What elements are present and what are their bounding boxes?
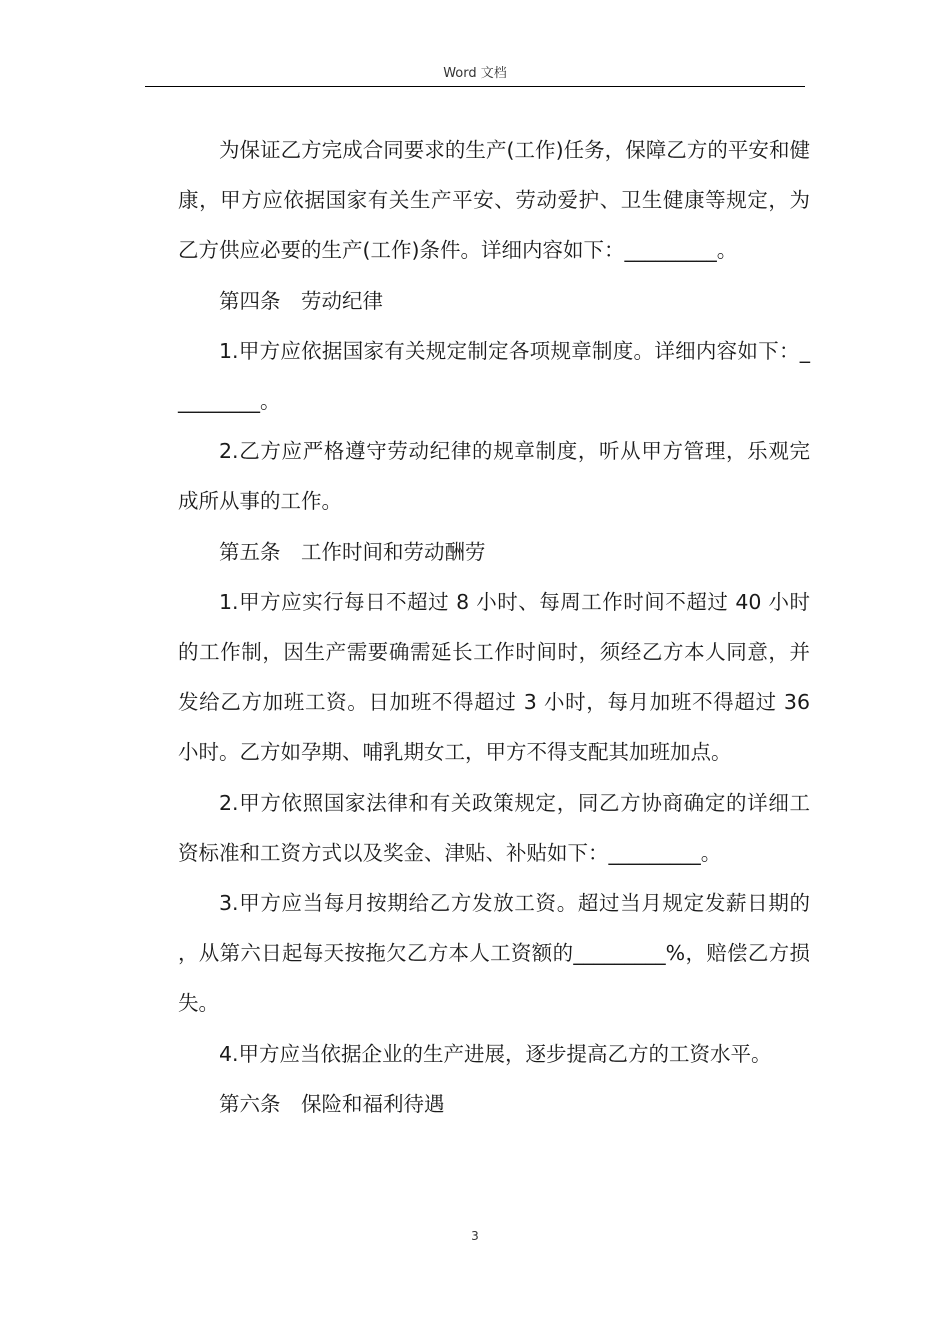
header-divider: [145, 86, 805, 87]
paragraph-wage-increase: 4.甲方应当依据企业的生产进展，逐步提高乙方的工资水平。: [219, 1041, 772, 1066]
document-body: [178, 125, 810, 1129]
paragraph-working-hours: 1.甲方应实行每日不超过 8 小时、每周工作时间不超过 40 小时的工作制，因生产需要确需延长工作时间时，须经乙方本人同意，并发给乙方加班工资。日加班不得超过 3 小时，每月加班不得超过 36 小时。乙方如孕期、哺乳期女工，甲方不得支配其加班加点。: [178, 589, 810, 765]
article-4-heading: 第四条 劳动纪律: [219, 288, 383, 313]
paragraph-rules-regulations: 1.甲方应依据国家有关规定制定各项规章制度。详细内容如下：_________。: [178, 338, 810, 414]
article-6-heading: 第六条 保险和福利待遇: [219, 1091, 445, 1116]
paragraph-wage-standard: 2.甲方依照国家法律和有关政策规定，同乙方协商确定的详细工资标准和工资方式以及奖金、津贴、补贴如下：_________。: [178, 790, 810, 865]
paragraph-wage-payment: 3.甲方应当每月按期给乙方发放工资。超过当月规定发薪日期的，从第六日起每天按拖欠乙方本人工资额的_________%，赔偿乙方损失。: [178, 891, 810, 1016]
page-header: Word 文档: [443, 66, 507, 81]
paragraph-safety-conditions: 为保证乙方完成合同要求的生产(工作)任务，保障乙方的平安和健康，甲方应依据国家有关生产平安、劳动爱护、卫生健康等规定，为乙方供应必要的生产(工作)条件。详细内容如下：_________。: [178, 138, 810, 263]
paragraph-labor-discipline: 2.乙方应严格遵守劳动纪律的规章制度，听从甲方管理，乐观完成所从事的工作。: [178, 439, 810, 514]
article-5-heading: 第五条 工作时间和劳动酬劳: [219, 539, 486, 564]
page-number: 3: [471, 1229, 479, 1243]
